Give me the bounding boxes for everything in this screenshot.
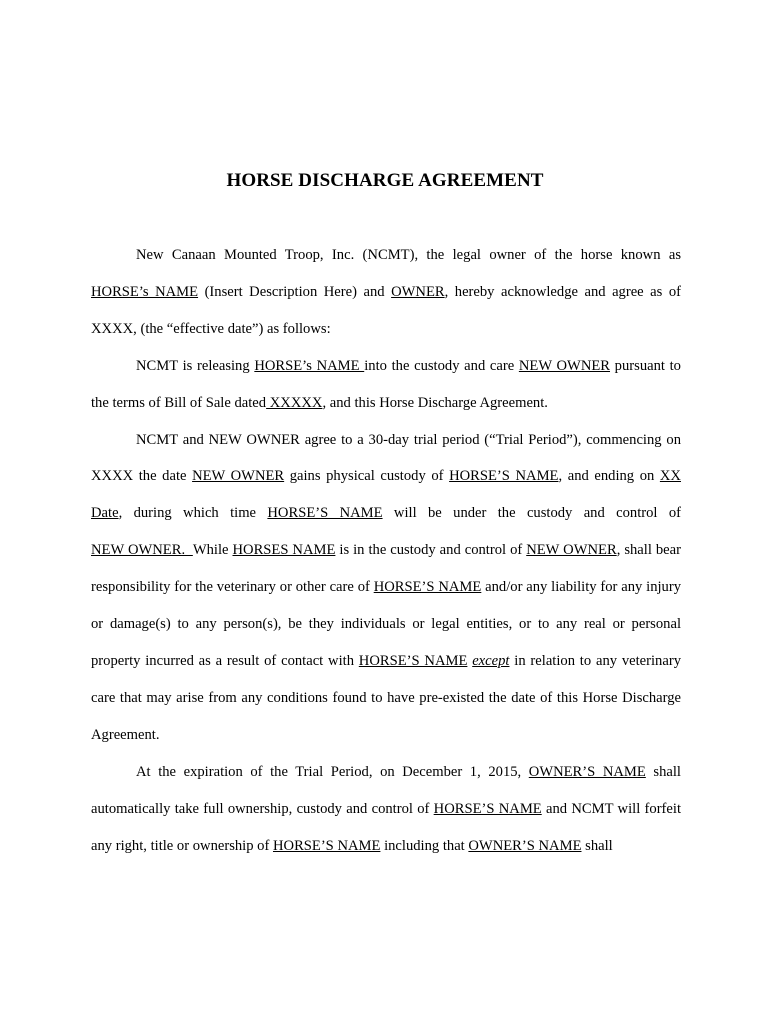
text-run: At the expiration of the Trial Period, on December 1, 2015,	[136, 763, 529, 780]
text-run: , during which time	[118, 505, 268, 522]
text-run: is in the custody and control of	[335, 542, 527, 559]
text-run: will be under the custody and control of	[382, 505, 682, 522]
placeholder-horse-name: HORSE’S NAME	[272, 837, 381, 854]
text-run: (Insert Description Here) and	[198, 283, 392, 300]
paragraph-parties	[91, 237, 681, 348]
text-run: gains physical custody of	[284, 468, 450, 485]
placeholder-horse-name: HORSE’s NAME	[91, 283, 199, 300]
paragraph-release	[91, 348, 681, 422]
placeholder-new-owner: NEW OWNER	[526, 542, 617, 559]
text-run: and/or any liability for any injury or damage(s) to any person(s), be they individuals or legal entities, or to any real or personal property incurred as a result of contact with	[91, 579, 681, 669]
placeholder-horse-name: HORSE’S NAME	[267, 505, 383, 522]
text-run: shall automatically take full ownership, custody and control of	[91, 763, 681, 817]
document-title: HORSE DISCHARGE AGREEMENT	[226, 170, 544, 191]
text-run: New Canaan Mounted Troop, Inc. (NCMT), the legal owner of the horse known as	[136, 247, 681, 263]
emphasis-except: except	[472, 652, 510, 669]
placeholder-owner-name: OWNER’S NAME	[468, 837, 582, 854]
text-run: in relation to any veterinary care that may arise from any conditions found to have pre-existed the date of this Horse Discharge Agreement.	[91, 652, 681, 743]
text-run: pursuant to the terms of Bill of Sale dated	[91, 357, 681, 411]
placeholder-sale-date: XXXXX	[266, 394, 323, 411]
text-run: NCMT and NEW OWNER agree to a 30-day trial period (“Trial Period”), commencing on XXXX the date	[91, 431, 681, 485]
placeholder-horse-name: HORSE’S NAME	[373, 579, 482, 596]
paragraph-trial-period	[91, 422, 681, 754]
placeholder-owner: OWNER	[391, 283, 445, 300]
placeholder-horse-name: HORSE’S NAME	[433, 800, 542, 817]
text-run: including that	[380, 837, 469, 854]
agreement-body	[91, 237, 681, 864]
text-run: While	[192, 542, 233, 559]
placeholder-end-date: XX Date	[91, 468, 681, 522]
placeholder-new-owner: NEW OWNER.	[91, 542, 193, 559]
text-run: shall	[581, 837, 613, 854]
text-run: into the custody and care	[364, 357, 519, 374]
text-run: , hereby acknowledge and agree as of XXXX, (the “effective date”) as follows:	[91, 283, 681, 337]
placeholder-horse-name: HORSE’S NAME	[449, 468, 559, 485]
text-run: NCMT is releasing	[136, 357, 255, 374]
placeholder-horse-name: HORSE’s NAME	[254, 357, 365, 374]
text-run: , shall bear responsibility for the veterinary or other care of	[91, 542, 681, 596]
placeholder-new-owner: NEW OWNER	[518, 357, 611, 374]
placeholder-horse-name: HORSE’S NAME	[358, 652, 468, 669]
placeholder-horse-name: HORSES NAME	[232, 542, 336, 559]
text-run: , and ending on	[558, 468, 660, 485]
placeholder-new-owner: NEW OWNER	[192, 468, 285, 485]
text-run: and NCMT will forfeit any right, title or ownership of	[91, 800, 681, 854]
text-run: , and this Horse Discharge Agreement.	[322, 394, 548, 411]
paragraph-expiration	[91, 754, 681, 865]
placeholder-owner-name: OWNER’S NAME	[528, 763, 646, 780]
